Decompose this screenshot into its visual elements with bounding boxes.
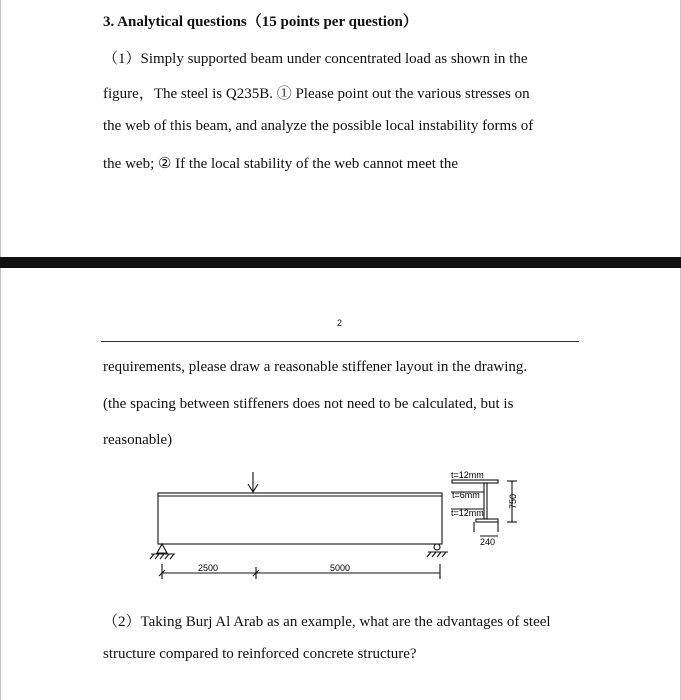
q1-line-1: （1）Simply supported beam under concentrated load as shown in the: [103, 51, 528, 67]
q1-line-3: the web of this beam, and analyze the possible local instability forms of: [103, 118, 534, 134]
section-heading: 3. Analytical questions（15 points per question）: [103, 14, 418, 30]
q1-line-7: reasonable): [103, 432, 173, 448]
header-rule: [101, 341, 579, 342]
section-height-label: 750: [508, 493, 518, 509]
right-support: [427, 544, 448, 557]
flange-width-label: 240: [480, 537, 496, 547]
page-break-band: [0, 257, 681, 268]
page-number: 2: [337, 318, 343, 328]
q1-line-5: requirements, please draw a reasonable stiffener layout in the drawing.: [103, 359, 528, 375]
web-label: t=6mm: [452, 490, 480, 500]
beam-body: [158, 493, 442, 544]
beam-figure: [0, 460, 681, 585]
left-support: [150, 544, 175, 559]
bottom-flange-label: t=12mm: [451, 508, 484, 518]
top-flange-label: t=12mm: [451, 470, 484, 480]
q1-line-4: the web; ② If the local stability of the web cannot meet the: [103, 156, 458, 172]
page-border-left: [0, 0, 1, 700]
q2-line-2: structure compared to reinforced concrete structure?: [103, 646, 417, 662]
q2-line-1: （2）Taking Burj Al Arab as an example, what are the advantages of steel: [103, 614, 551, 630]
dim-label-2500: 2500: [198, 563, 219, 573]
q1-line-2: figure，The steel is Q235B. ① Please point out the various stresses on: [103, 86, 530, 102]
dim-label-5000: 5000: [330, 563, 351, 573]
q1-line-6: (the spacing between stiffeners does not need to be calculated, but is: [103, 396, 514, 412]
